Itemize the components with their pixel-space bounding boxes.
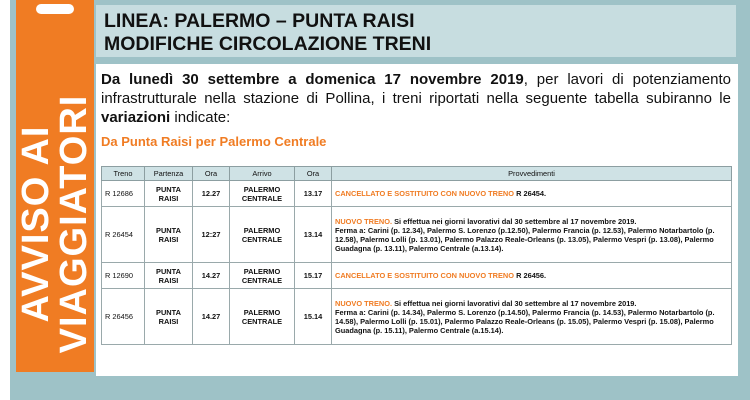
arrival-station: PALERMO CENTRALE: [230, 289, 295, 345]
departure-time: 12:27: [193, 207, 230, 263]
departure-time: 12.27: [193, 181, 230, 207]
arrival-station: PALERMO CENTRALE: [230, 207, 295, 263]
measure-status: NUOVO TRENO.: [335, 216, 393, 226]
header: [96, 5, 736, 57]
intro-variations: variazioni: [101, 109, 171, 126]
departure-time: 14.27: [193, 263, 230, 289]
banner-title: [17, 95, 93, 354]
departure-station: PUNTA RAISI: [145, 289, 193, 345]
intro-end: indicate:: [170, 109, 231, 126]
banner-pill-icon: [36, 4, 74, 14]
departure-station: PUNTA RAISI: [145, 181, 193, 207]
train-number: R 26456: [102, 289, 145, 345]
measure-cell: [332, 289, 732, 345]
table-row: [102, 181, 732, 207]
col-header-measures: Provvedimenti: [332, 167, 732, 181]
col-header-train: Treno: [102, 167, 145, 181]
trains-table: [101, 166, 732, 345]
banner-title-line2: VIAGGIATORI: [53, 94, 95, 354]
col-header-arr-time: Ora: [295, 167, 332, 181]
table-row: [102, 289, 732, 345]
measure-cell: [332, 207, 732, 263]
train-number: R 12686: [102, 181, 145, 207]
notice-banner: [16, 0, 94, 372]
measure-status: CANCELLATO E SOSTITUITO CON NUOVO TRENO: [335, 271, 515, 280]
line-title: LINEA: PALERMO – PUNTA RAISI: [104, 10, 415, 32]
train-number: R 26454: [102, 207, 145, 263]
arrival-time: 15.14: [295, 289, 332, 345]
intro-dates: Da lunedì 30 settembre a domenica 17 novembre 2019: [101, 71, 524, 88]
intro-paragraph: [101, 70, 731, 127]
measure-cell: [332, 263, 732, 289]
notice-content: [96, 64, 738, 376]
measure-text: Si effettua nei giorni lavorativi dal 30 settembre al 17 novembre 2019.: [392, 298, 637, 308]
measure-stops: Ferma a: Carini (p. 14.34), Palermo S. Lorenzo (p.14.50), Palermo Francia (p. 14.53), Palermo Notarbartolo (p. 14.58), Palermo Lolli (p. 15.01), Palermo Palazzo Reale-Orleans (p. 15.05), Palermo Vespri (p. 15.08), Palermo Guadagna (p. 15.11), Palermo Centrale (a.15.14).: [335, 307, 715, 335]
measure-status: CANCELLATO E SOSTITUITO CON NUOVO TRENO: [335, 189, 515, 198]
arrival-time: 13.17: [295, 181, 332, 207]
direction-heading: Da Punta Raisi per Palermo Centrale: [101, 134, 327, 149]
table-row: [102, 263, 732, 289]
banner-title-line1: AVVISO AI: [15, 125, 57, 323]
measure-status: NUOVO TRENO.: [335, 298, 393, 308]
train-number: R 12690: [102, 263, 145, 289]
col-header-dep-time: Ora: [193, 167, 230, 181]
col-header-departure: Partenza: [145, 167, 193, 181]
measure-cell: [332, 181, 732, 207]
table-row: [102, 207, 732, 263]
table-header-row: [102, 167, 732, 181]
col-header-arrival: Arrivo: [230, 167, 295, 181]
measure-text: R 26454.: [514, 189, 547, 198]
measure-text: Si effettua nei giorni lavorativi dal 30 settembre al 17 novembre 2019.: [392, 216, 637, 226]
arrival-station: PALERMO CENTRALE: [230, 263, 295, 289]
departure-time: 14.27: [193, 289, 230, 345]
departure-station: PUNTA RAISI: [145, 263, 193, 289]
measure-stops: Ferma a: Carini (p. 12.34), Palermo S. Lorenzo (p.12.50), Palermo Francia (p. 12.53), Palermo Notarbartolo (p. 12.58), Palermo Lolli (p. 13.01), Palermo Palazzo Reale-Orleans (p. 13.05), Palermo Vespri (p. 13.08), Palermo Guadagna (p. 13.11), Palermo Centrale (a.13.14).: [335, 225, 715, 253]
arrival-time: 15.17: [295, 263, 332, 289]
changes-title: MODIFICHE CIRCOLAZIONE TRENI: [104, 33, 432, 55]
arrival-time: 13.14: [295, 207, 332, 263]
intro-text: , per lavori di potenziamento infrastrutturale nella stazione di Pollina, i treni riportati nella seguente tabella subiranno le: [101, 71, 731, 107]
departure-station: PUNTA RAISI: [145, 207, 193, 263]
arrival-station: PALERMO CENTRALE: [230, 181, 295, 207]
measure-text: R 26456.: [514, 271, 547, 280]
